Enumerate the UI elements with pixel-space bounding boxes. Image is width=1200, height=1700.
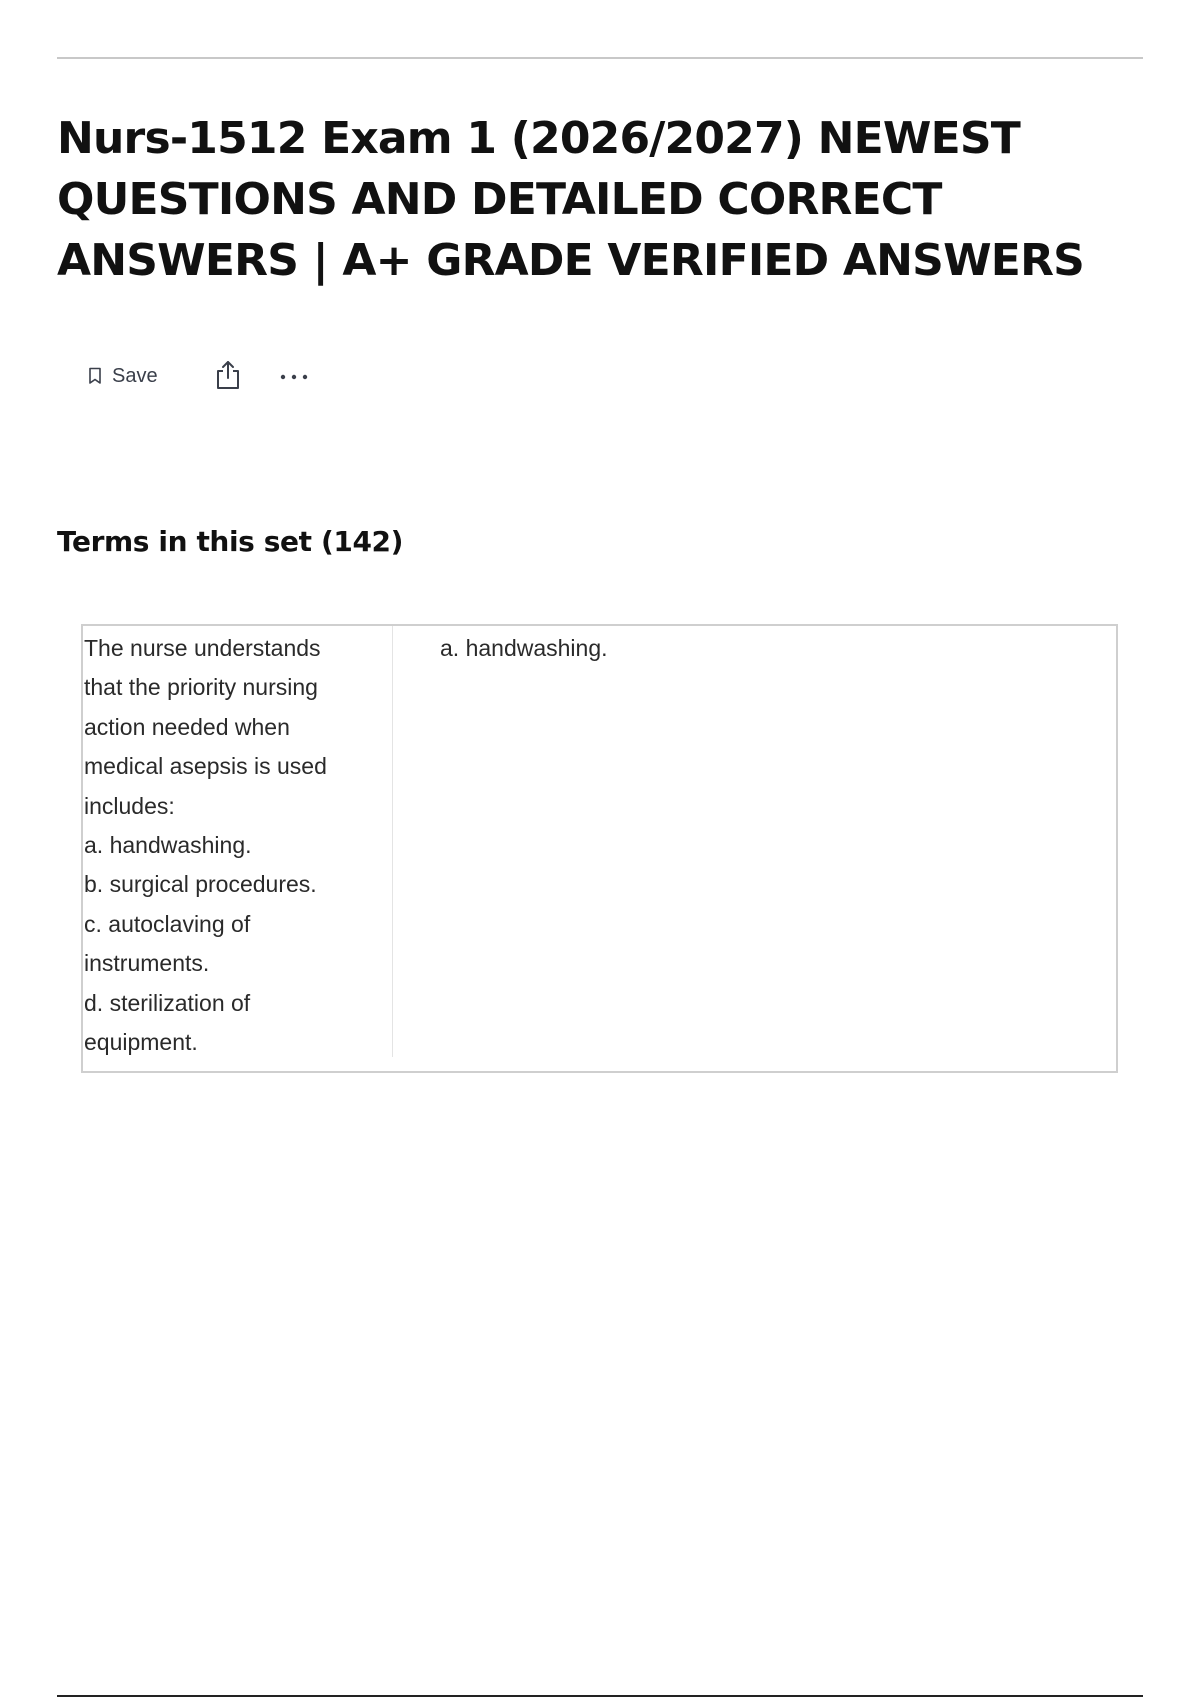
top-divider — [57, 57, 1143, 59]
share-button[interactable] — [208, 356, 248, 396]
action-toolbar — [82, 356, 314, 396]
save-label: Save — [112, 364, 158, 387]
bookmark-icon — [88, 367, 102, 385]
flashcard — [81, 624, 1118, 1073]
term-column — [83, 626, 393, 1057]
page-title: Nurs-1512 Exam 1 (2026/2027) NEWEST QUESTIONS AND DETAILED CORRECT ANSWERS | A+ GRADE VERIFIED ANSWERS — [57, 113, 1085, 286]
definition-text: a. handwashing. — [440, 635, 608, 661]
share-icon — [215, 360, 241, 393]
definition-column — [393, 626, 1116, 1071]
terms-count-heading: Terms in this set (142) — [57, 525, 404, 558]
term-text: The nurse understands that the priority nursing action needed when medical asepsis is used includes: a. handwashing. b. surgical procedures. c. autoclaving of instruments. d. sterilization of equipment. — [84, 635, 327, 1056]
more-horizontal-icon — [279, 369, 309, 384]
bottom-divider — [57, 1695, 1143, 1697]
save-button[interactable] — [82, 356, 164, 396]
more-options-button[interactable] — [274, 356, 314, 396]
